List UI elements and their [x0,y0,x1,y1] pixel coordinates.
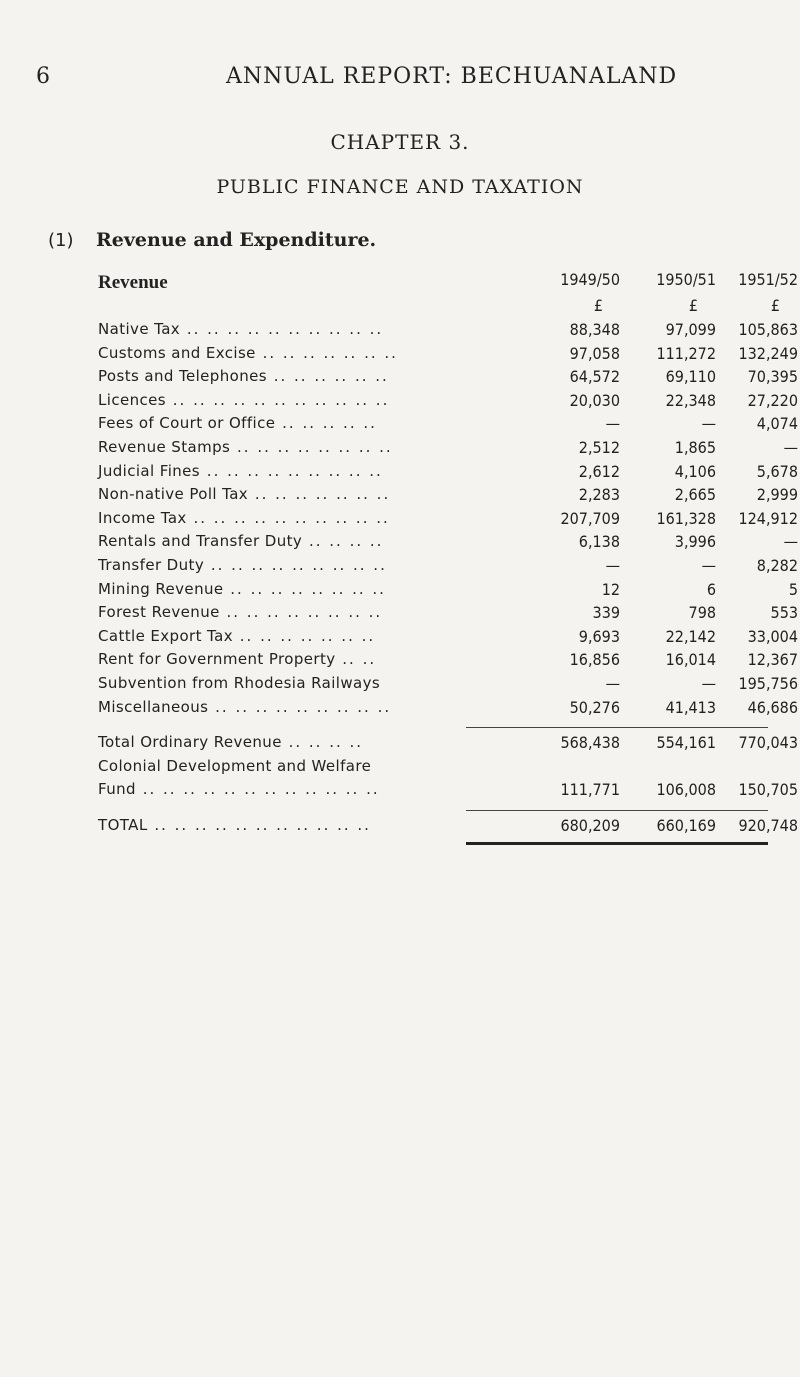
subtotal-rule [98,721,798,733]
table-row [98,556,798,580]
cell-value: 2,999 [756,485,798,505]
table-row [98,367,798,391]
row-label-text: Fees of Court or Office [98,414,276,433]
rule-line [658,727,768,728]
row-label-text: Total Ordinary Revenue [98,733,282,752]
row-label-text: Posts and Telephones [98,367,267,386]
cell-value: — [701,673,716,693]
cell-value: 2,612 [578,461,620,481]
dot-leader: .. .. .. .. .. .. .. .. .. .. [186,508,390,527]
cell-value: 111,272 [656,343,716,363]
row-label-text: Fund [98,780,136,799]
row-label [98,674,380,692]
row-label [98,344,398,362]
cdw-row [98,780,798,804]
cell-value: 2,512 [578,437,620,457]
dot-leader: .. .. .. .. .. .. .. [255,343,398,362]
cell-value: 2,665 [674,485,716,505]
table-row [98,698,798,722]
year-header: 1951/52 [738,270,798,289]
dot-leader: .. .. .. .. .. .. .. [248,485,391,504]
cell-value: 20,030 [569,390,620,410]
running-head: ANNUAL REPORT: BECHUANALAND [226,64,678,89]
row-label [98,698,391,716]
row-label [98,780,380,798]
cell-value: 16,014 [665,650,716,670]
cell-value: 97,099 [665,320,716,339]
row-label-text: Non-native Poll Tax [98,485,249,504]
cell-value: 161,328 [656,508,716,528]
cell-value: 111,771 [560,780,620,800]
cell-value: 97,058 [569,343,620,363]
cell-value: 12 [601,579,620,599]
year-header: 1950/51 [656,270,716,289]
dot-leader: .. .. .. .. .. .. .. .. .. [208,697,392,716]
cell-value: 124,912 [738,508,798,528]
dot-leader: .. .. .. .. .. .. .. .. [219,603,383,622]
cell-value: — [605,414,620,434]
row-label [98,462,383,480]
cell-value: 6 [706,579,716,599]
cell-value: 6,138 [578,532,620,552]
cell-value: 64,572 [569,367,620,387]
cell-value: 9,693 [578,626,620,646]
table-row [98,320,798,344]
row-label-text: Revenue Stamps [98,437,231,456]
cell-value: 4,106 [674,461,716,481]
table-row [98,650,798,674]
row-label [98,532,383,550]
row-label-text: Licences [98,390,166,409]
table-row [98,627,798,651]
row-label [98,367,389,385]
row-label [98,391,389,409]
row-label-text: TOTAL [98,815,148,834]
row-label [98,733,363,751]
cell-value: 33,004 [747,626,798,646]
row-label [98,627,375,645]
row-label-text: Customs and Excise [98,343,256,362]
double-rule [98,839,798,845]
cell-value: 69,110 [665,367,716,387]
dot-leader: .. .. .. .. [302,532,384,551]
cell-value: — [783,437,798,457]
cell-value: — [605,555,620,575]
dot-leader: .. .. .. .. .. .. .. .. [230,437,393,456]
cell-value: 195,756 [738,673,798,693]
rule-line [658,842,768,845]
cell-value: 660,169 [656,815,716,835]
row-label [98,580,386,598]
cell-value: 3,996 [674,532,716,552]
dot-leader: .. .. .. .. .. .. [266,367,389,386]
cell-value: 554,161 [656,733,716,753]
row-label [98,485,390,503]
revenue-table [98,270,798,845]
cell-value: 22,348 [665,390,716,410]
cell-value: 339 [592,603,620,623]
dot-leader: .. .. .. .. [281,733,364,752]
table-row [98,580,798,604]
cell-value: 132,249 [738,343,798,363]
subsection-title: Revenue and Expenditure. [96,229,377,251]
cell-value: 50,276 [569,697,620,717]
table-row [98,438,798,462]
table-row [98,485,798,509]
row-label-text: Cattle Export Tax [98,626,234,645]
cell-value: 16,856 [569,650,620,670]
row-label [98,509,390,527]
row-label-text: Forest Revenue [98,603,220,622]
cell-value: 105,863 [738,320,798,339]
table-row [98,532,798,556]
cell-value: — [701,555,716,575]
chapter-heading: CHAPTER 3. [330,130,470,154]
rule-line [658,810,768,811]
dot-leader: .. .. .. .. .. .. .. .. .. [200,461,383,480]
cell-value: 8,282 [756,555,798,575]
year-header: 1949/50 [560,270,620,289]
dot-leader: .. .. .. .. .. .. .. .. .. .. .. [166,390,390,409]
row-label [98,414,377,432]
row-label [98,816,371,834]
cell-value: — [783,532,798,552]
row-label [98,603,382,621]
row-label-text: Income Tax [98,508,187,527]
row-label-text: Rentals and Transfer Duty [98,532,303,551]
cell-value: 70,395 [747,367,798,387]
dot-leader: .. .. .. .. .. .. .. [233,626,376,645]
row-label-text: Subvention from Rhodesia Railways [98,673,381,692]
dot-leader: .. .. .. .. .. .. .. .. [223,579,386,598]
table-row [98,509,798,533]
dot-leader: .. .. .. .. .. .. .. .. .. .. .. .. [135,780,380,799]
cell-value: 22,142 [665,626,716,646]
row-label-text: Judicial Fines [98,461,201,480]
dot-leader: .. .. .. .. .. .. .. .. .. .. .. [147,815,371,834]
currency-symbol: £ [770,296,780,315]
cell-value: 568,438 [560,733,620,753]
row-label [98,438,393,456]
dot-leader: .. .. [335,650,377,669]
row-label-text: Native Tax [98,320,181,338]
table-row [98,391,798,415]
row-label-text: Rent for Government Property [98,650,336,669]
cell-value: 41,413 [665,697,716,717]
cell-value: 1,865 [674,437,716,457]
row-label [98,556,387,574]
dot-leader: .. .. .. .. .. .. .. .. .. [204,555,387,574]
table-row [98,674,798,698]
cell-value: — [701,414,716,434]
total-rule [98,804,798,816]
table-header-row [98,270,798,296]
table-row [98,462,798,486]
currency-symbol: £ [593,296,603,315]
table-row [98,603,798,627]
cell-value: 920,748 [738,815,798,835]
cell-value: — [605,673,620,693]
dot-leader: .. .. .. .. .. [275,414,377,433]
section-title: PUBLIC FINANCE AND TAXATION [216,176,584,198]
row-label-text: Transfer Duty [98,555,205,574]
page-number: 6 [36,64,51,89]
grand-total-row [98,816,798,840]
total-ordinary-row [98,733,798,757]
cell-value: 12,367 [747,650,798,670]
cell-value: 5 [788,579,798,599]
cell-value: 2,283 [578,485,620,505]
dot-leader: .. .. .. .. .. .. .. .. .. .. [180,320,384,338]
cell-value: 553 [770,603,798,623]
currency-symbol: £ [688,296,698,315]
table-body [98,320,798,845]
cell-value: 27,220 [747,390,798,410]
cell-value: 207,709 [560,508,620,528]
cell-value: 5,678 [756,461,798,481]
table-row [98,414,798,438]
table-title: Revenue [98,272,168,293]
cell-value: 150,705 [738,780,798,800]
cell-value: 4,074 [756,414,798,434]
subsection-heading [48,229,376,251]
subsection-number: (1) [48,230,74,251]
cell-value: 770,043 [738,733,798,753]
row-label [98,320,383,338]
cell-value: 46,686 [747,697,798,717]
page-header [0,64,800,94]
row-label [98,650,376,668]
cdw-row-line1 [98,757,798,781]
cell-value: 680,209 [560,815,620,835]
cell-value: 798 [688,603,716,623]
cell-value: 106,008 [656,780,716,800]
table-row [98,344,798,368]
currency-row [98,296,798,320]
row-label-text: Miscellaneous [98,697,209,716]
row-label: Colonial Development and Welfare [98,756,372,775]
cell-value: 88,348 [569,320,620,339]
row-label-text: Mining Revenue [98,579,224,598]
